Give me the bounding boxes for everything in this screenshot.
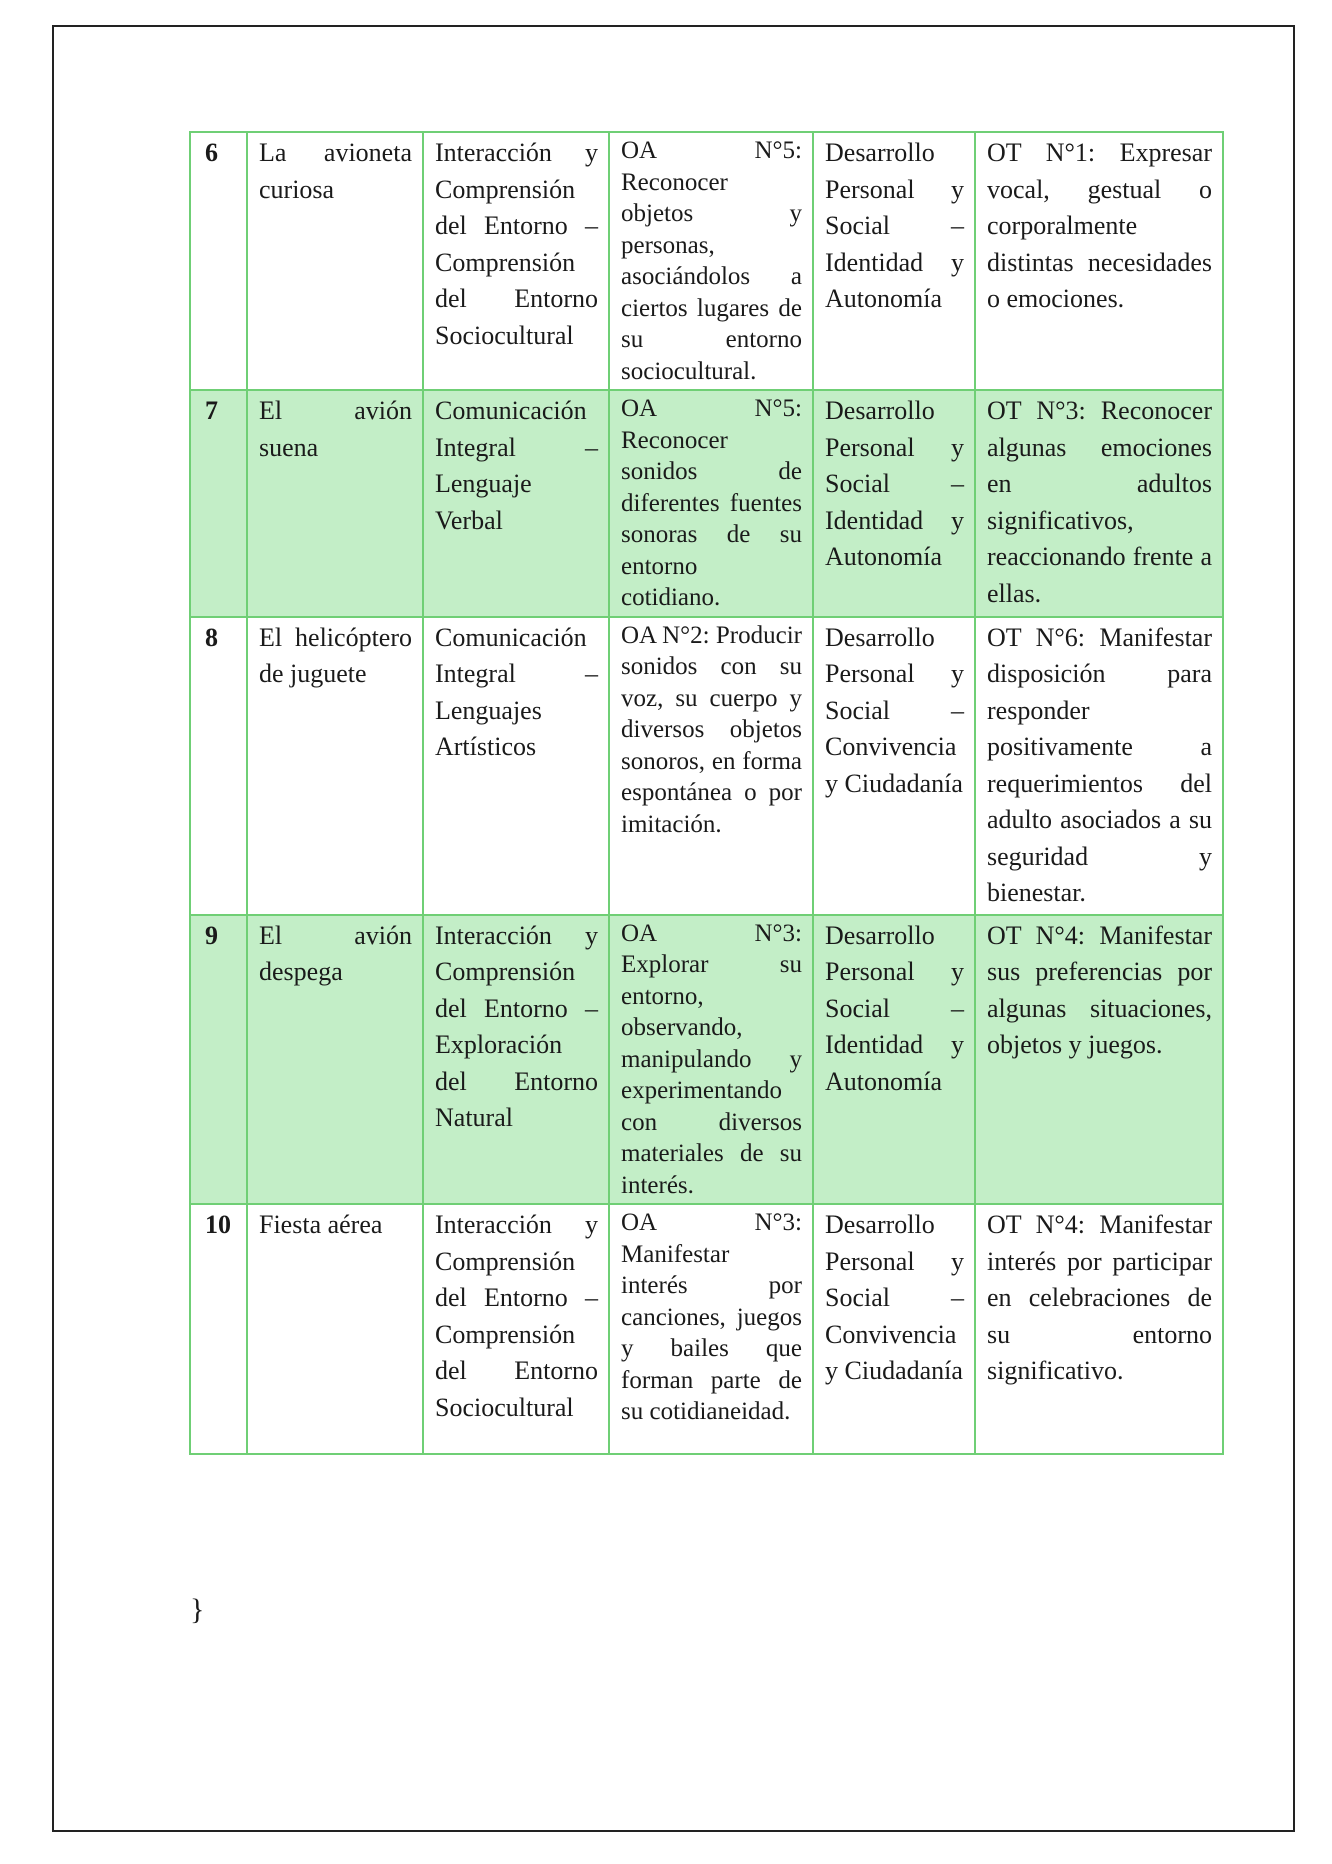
row-number: 7	[190, 390, 247, 617]
oa-cell: OA N°3: Manifestar interés por canciones, juegos y bailes que forman parte de su cotidianeidad.	[609, 1204, 813, 1454]
planning-table	[189, 131, 1224, 1455]
ot-cell: OT N°6: Manifestar disposición para responder positivamente a requerimientos del adulto asociados a su seguridad y bienestar.	[975, 617, 1223, 915]
oa-cell: OA N°5: Reconocer objetos y personas, asociándolos a ciertos lugares de su entorno sociocultural.	[609, 132, 813, 390]
table-row	[190, 617, 1223, 915]
table-row	[190, 132, 1223, 390]
ot-cell: OT N°4: Manifestar sus preferencias por algunas situaciones, objetos y juegos.	[975, 915, 1223, 1205]
activity-name: El helicóptero de juguete	[247, 617, 423, 915]
table-row	[190, 915, 1223, 1205]
oa-cell: OA N°5: Reconocer sonidos de diferentes fuentes sonoras de su entorno cotidiano.	[609, 390, 813, 617]
table-row	[190, 1204, 1223, 1454]
nucleo-cell: Desarrollo Personal y Social – Convivencia y Ciudadanía	[813, 1204, 975, 1454]
activity-name: El avión despega	[247, 915, 423, 1205]
row-number: 9	[190, 915, 247, 1205]
row-number: 10	[190, 1204, 247, 1454]
oa-cell: OA N°3: Explorar su entorno, observando, manipulando y experimentando con diversos materiales de su interés.	[609, 915, 813, 1205]
ot-cell: OT N°4: Manifestar interés por participar en celebraciones de su entorno significativo.	[975, 1204, 1223, 1454]
nucleo-cell: Desarrollo Personal y Social – Convivencia y Ciudadanía	[813, 617, 975, 915]
ambito-cell: Interacción y Comprensión del Entorno – Comprensión del Entorno Sociocultural	[423, 132, 609, 390]
oa-cell: OA N°2: Producir sonidos con su voz, su cuerpo y diversos objetos sonoros, en forma espontánea o por imitación.	[609, 617, 813, 915]
row-number: 6	[190, 132, 247, 390]
nucleo-cell: Desarrollo Personal y Social – Identidad y Autonomía	[813, 915, 975, 1205]
ot-cell: OT N°3: Reconocer algunas emociones en adultos significativos, reaccionando frente a ellas.	[975, 390, 1223, 617]
ot-cell: OT N°1: Expresar vocal, gestual o corporalmente distintas necesidades o emociones.	[975, 132, 1223, 390]
nucleo-cell: Desarrollo Personal y Social – Identidad y Autonomía	[813, 390, 975, 617]
nucleo-cell: Desarrollo Personal y Social – Identidad y Autonomía	[813, 132, 975, 390]
ambito-cell: Comunicación Integral – Lenguajes Artísticos	[423, 617, 609, 915]
activity-name: Fiesta aérea	[247, 1204, 423, 1454]
ambito-cell: Interacción y Comprensión del Entorno – Comprensión del Entorno Sociocultural	[423, 1204, 609, 1454]
activity-name: El avión suena	[247, 390, 423, 617]
table-row	[190, 390, 1223, 617]
ambito-cell: Comunicación Integral – Lenguaje Verbal	[423, 390, 609, 617]
trailing-brace: }	[190, 1593, 205, 1626]
ambito-cell: Interacción y Comprensión del Entorno – Exploración del Entorno Natural	[423, 915, 609, 1205]
row-number: 8	[190, 617, 247, 915]
activity-name: La avioneta curiosa	[247, 132, 423, 390]
